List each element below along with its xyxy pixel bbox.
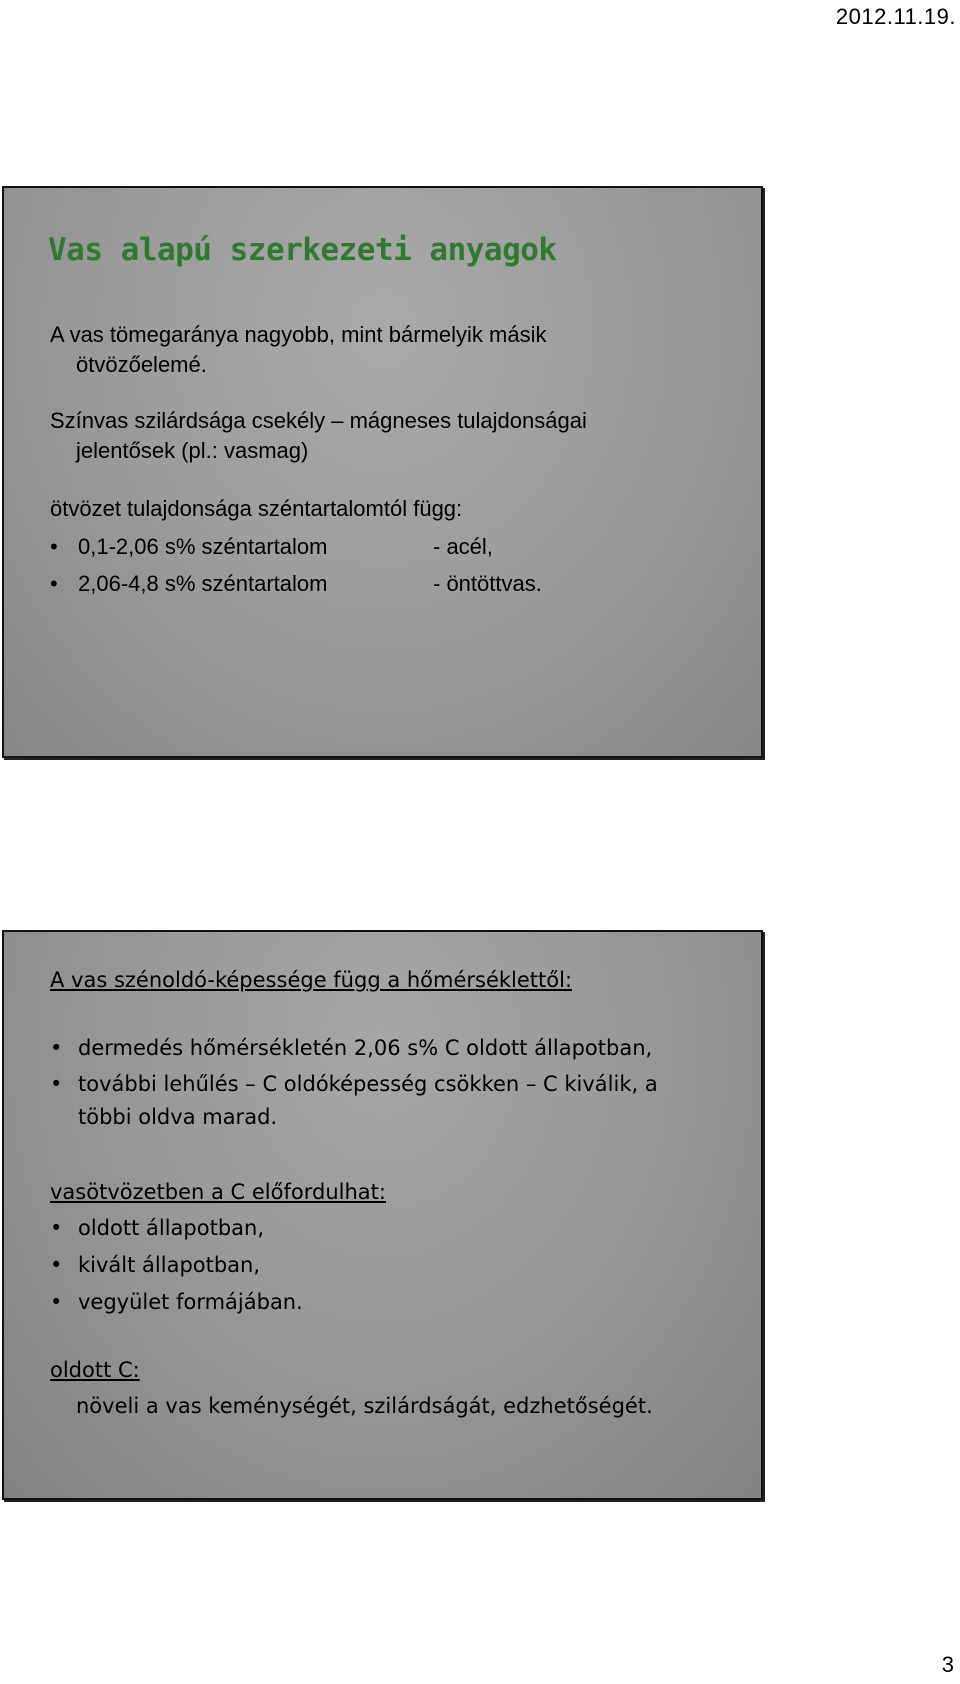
note-text: növeli a vas keménységét, szilárdságát, edzhetőségét.	[76, 1394, 653, 1418]
bullet-icon: •	[50, 1216, 63, 1240]
list-item-line: többi oldva marad.	[78, 1105, 278, 1129]
slide-1	[2, 186, 763, 758]
material-type: - acél,	[433, 534, 493, 559]
paragraph-line: A vas tömegaránya nagyobb, mint bármelyik másik	[50, 322, 547, 347]
list-item-text	[78, 1068, 658, 1134]
bullet-icon: •	[50, 1290, 63, 1314]
list-item	[50, 1212, 264, 1245]
slide-title: Vas alapú szerkezeti anyagok	[48, 232, 557, 268]
list-item	[50, 569, 542, 599]
list-item-line: további lehűlés – C oldóképesség csökken – C kiválik, a	[78, 1072, 658, 1096]
slide-2	[2, 930, 763, 1500]
list-item-text: kivált állapotban,	[78, 1253, 261, 1277]
bullet-icon: •	[50, 1072, 63, 1096]
list-item	[50, 1032, 652, 1065]
section-heading: A vas szénoldó-képessége függ a hőmérséklettől:	[50, 968, 573, 992]
list-item	[50, 532, 493, 562]
list-item	[50, 1249, 260, 1282]
list-item-text: oldott állapotban,	[78, 1216, 265, 1240]
carbon-range: 2,06-4,8 s% széntartalom	[78, 571, 328, 596]
bullet-icon: •	[50, 1253, 63, 1277]
list-item-text: vegyület formájában.	[78, 1290, 303, 1314]
paragraph-line: ötvözőelemé.	[76, 352, 207, 377]
carbon-range: 0,1-2,06 s% széntartalom	[78, 534, 328, 559]
section-heading: vasötvözetben a C előfordulhat:	[50, 1180, 386, 1204]
bullet-icon: •	[50, 1036, 63, 1060]
header-date: 2012.11.19.	[835, 4, 956, 29]
paragraph-iron-ratio	[50, 320, 546, 380]
list-item-text: dermedés hőmérsékletén 2,06 s% C oldott állapotban,	[78, 1036, 653, 1060]
paragraph-line: jelentősek (pl.: vasmag)	[76, 438, 309, 463]
paragraph-pure-iron	[50, 406, 587, 466]
bullet-icon: •	[50, 571, 58, 596]
bullet-icon: •	[50, 534, 58, 559]
section-heading: oldott C:	[50, 1358, 140, 1382]
paragraph-alloy-heading: ötvözet tulajdonsága széntartalomtól függ:	[50, 496, 463, 521]
material-type: - öntöttvas.	[433, 571, 542, 596]
paragraph-line: Színvas szilárdsága csekély – mágneses tulajdonságai	[50, 408, 587, 433]
list-item	[50, 1068, 658, 1134]
page-number: 3	[941, 1652, 954, 1677]
list-item	[50, 1286, 303, 1319]
